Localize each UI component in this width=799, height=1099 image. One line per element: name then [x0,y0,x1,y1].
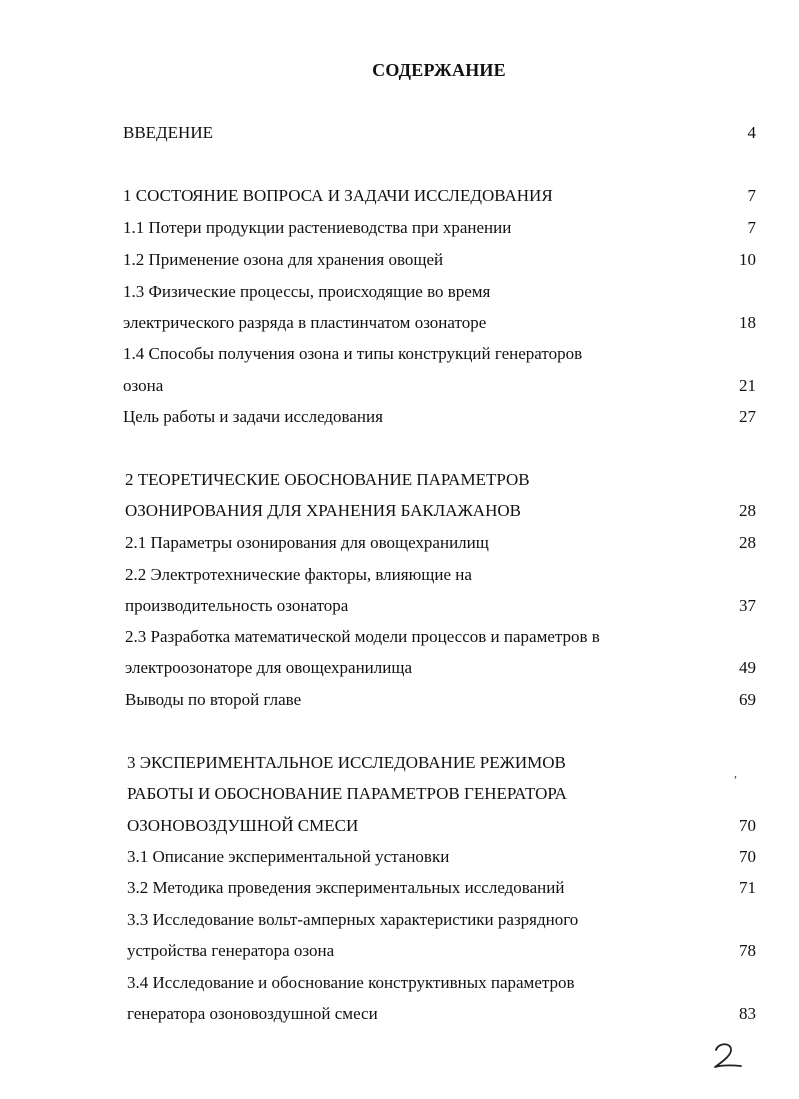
toc-entry-text: электроозонаторе для овощехранилища [125,658,412,677]
toc-entry-page: 7 [747,218,756,237]
toc-entry-page: 10 [739,250,756,269]
toc-entry-page: 27 [739,407,756,426]
toc-entry-text: 1.1 Потери продукции растениеводства при хранении [123,218,512,237]
toc-entry-page: 4 [747,123,756,142]
toc-entry-text: ВВЕДЕНИЕ [123,123,213,142]
toc-entry-page: 83 [739,1004,756,1023]
toc-entry-text: 3.4 Исследование и обоснование конструктивных параметров [127,973,575,992]
toc-entry-text: электрического разряда в пластинчатом озонаторе [123,313,487,332]
toc-entry-text: 2 ТЕОРЕТИЧЕСКИЕ ОБОСНОВАНИЕ ПАРАМЕТРОВ [125,470,530,489]
toc-entry-text: 3.1 Описание экспериментальной установки [127,847,450,866]
stray-mark: , [734,766,737,780]
toc-entry-text: 3.3 Исследование вольт-амперных характеристики разрядного [127,910,579,929]
toc-entry-text: ОЗОНОВОЗДУШНОЙ СМЕСИ [127,816,359,835]
toc-entry-page: 78 [739,941,756,960]
handwritten-page-number [708,1040,748,1074]
toc-entry-page: 71 [739,878,756,897]
toc-entry-page: 70 [739,816,756,835]
toc-entry-page: 69 [739,690,756,709]
toc-entry-text: ОЗОНИРОВАНИЯ ДЛЯ ХРАНЕНИЯ БАКЛАЖАНОВ [125,501,521,520]
toc-entry-text: 2.3 Разработка математической модели процессов и параметров в [125,627,600,646]
toc-entry-text: 3.2 Методика проведения экспериментальных исследований [127,878,565,897]
toc-entry-text: 1 СОСТОЯНИЕ ВОПРОСА И ЗАДАЧИ ИССЛЕДОВАНИЯ [123,186,553,205]
page-title: СОДЕРЖАНИЕ [372,60,506,80]
toc-entry-page: 7 [747,186,756,205]
toc-entry-page: 28 [739,533,756,552]
toc-entry-text: Выводы по второй главе [125,690,302,709]
toc-entry-page: 18 [739,313,756,332]
toc-entry-text: производительность озонатора [125,596,349,615]
toc-entry-text: Цель работы и задачи исследования [123,407,383,426]
toc-entry-text: генератора озоновоздушной смеси [127,1004,378,1023]
toc-entry-text: 1.4 Способы получения озона и типы конструкций генераторов [123,344,583,363]
toc-entry-page: 49 [739,658,756,677]
toc-entry-page: 37 [739,596,756,615]
toc-entry-text: устройства генератора озона [127,941,335,960]
toc-entry-text: 2.2 Электротехнические факторы, влияющие на [125,565,472,584]
toc-entry-text: 2.1 Параметры озонирования для овощехранилищ [125,533,489,552]
toc-entry-text: 1.3 Физические процессы, происходящие во время [123,282,491,301]
toc-entry-page: 70 [739,847,756,866]
toc-entry-text: 3 ЭКСПЕРИМЕНТАЛЬНОЕ ИССЛЕДОВАНИЕ РЕЖИМОВ [127,753,566,772]
toc-entry-text: 1.2 Применение озона для хранения овощей [123,250,444,269]
toc-entry-page: 21 [739,376,756,395]
toc-entry-page: 28 [739,501,756,520]
toc-entry-text: озона [123,376,164,395]
toc-entry-text: РАБОТЫ И ОБОСНОВАНИЕ ПАРАМЕТРОВ ГЕНЕРАТОРА [127,784,567,803]
